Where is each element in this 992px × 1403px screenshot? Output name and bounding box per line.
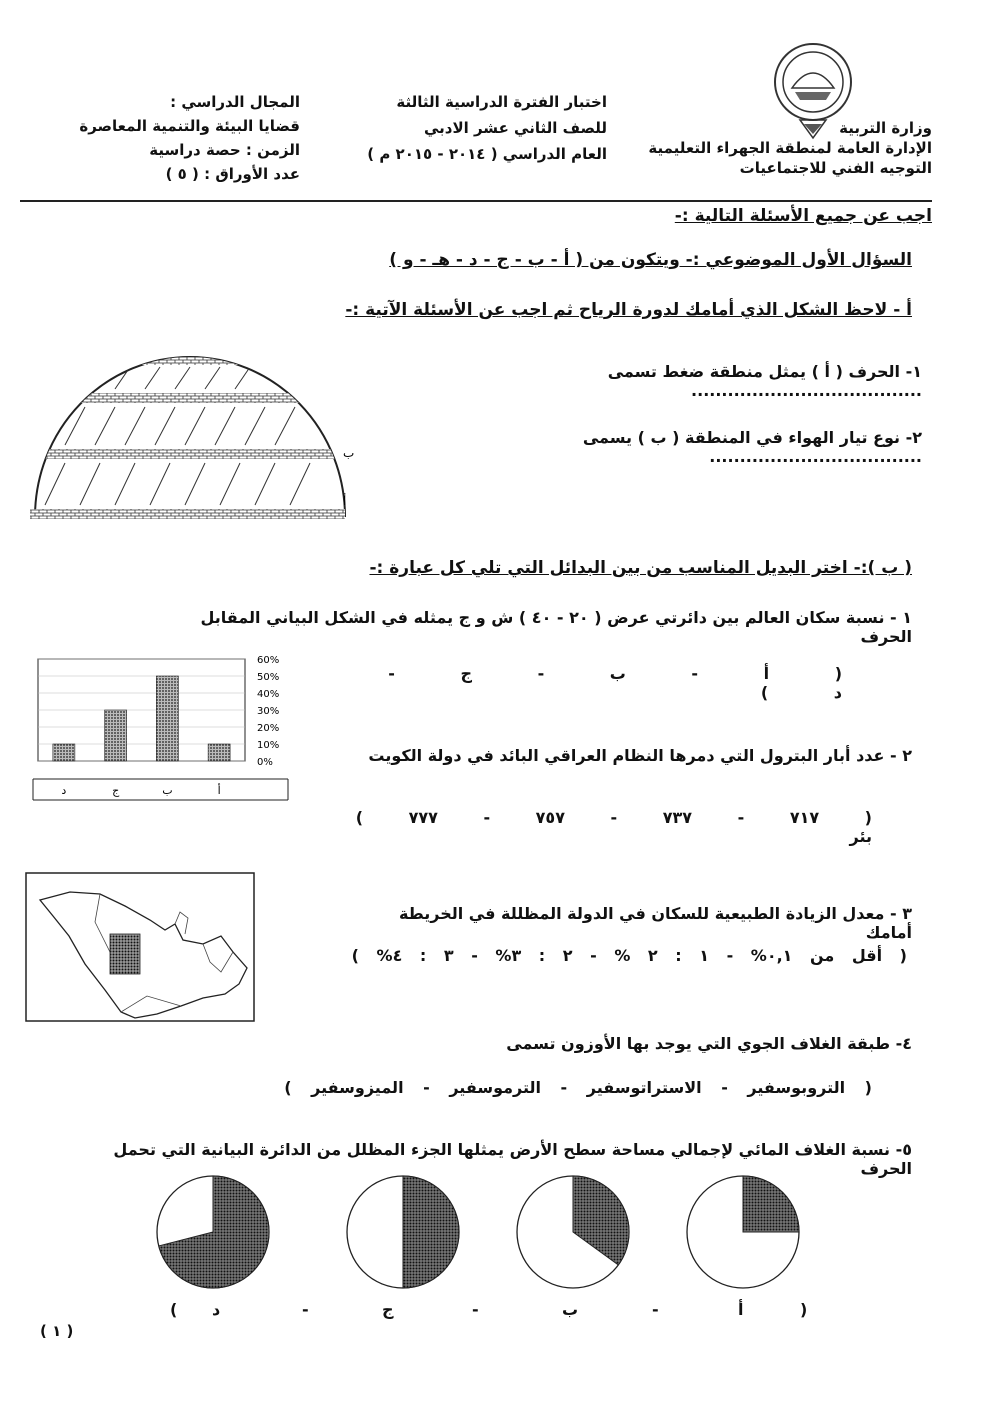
- page-count: عدد الأوراق : ( ٥ ): [165, 165, 300, 183]
- grade: للصف الثاني عشر الادبي: [423, 119, 607, 137]
- partB-q4-options: ( التروبوسفير - الاستراتوسفير - الترموسفير - الميزوسفير ): [284, 1078, 872, 1097]
- category-label: ب: [162, 784, 173, 797]
- pie-charts: [130, 1168, 830, 1298]
- bar-1: [105, 710, 127, 761]
- y-tick-label: 20%: [257, 723, 280, 734]
- region-name: الإدارة العامة لمنطقة الجهراء التعليمية: [648, 139, 932, 157]
- sep: -: [302, 1300, 309, 1319]
- label-a: أ: [343, 494, 347, 508]
- subject-name: قضايا البيئة والتنمية المعاصرة: [79, 117, 300, 135]
- exam-title: اختبار الفترة الدراسية الثالثة: [396, 93, 607, 111]
- partA-item-1: ١- الحرف ( أ ) يمثل منطقة ضغط تسمى ......................................: [607, 362, 922, 400]
- paren-open: (: [170, 1300, 178, 1319]
- pie-ج-slice: [403, 1176, 459, 1288]
- bar-0: [53, 744, 75, 761]
- pie-option-d: د: [212, 1300, 221, 1319]
- partB-q3-text: ٣ - معدل الزيادة الطبيعية للسكان في الدولة المظللة في الخريطة أمامك: [398, 904, 912, 942]
- partB-q3-options: ( أقل من ٠,١% - ١ : ٢ % - ٢ : ٣% - ٣ : ٤% ): [351, 946, 907, 965]
- page-number: ( ١ ): [40, 1322, 74, 1340]
- partA-heading: أ - لاحظ الشكل الذي أمامك لدورة الرياح ثم اجب عن الأسئلة الآتية :-: [345, 300, 912, 320]
- header-right: [602, 118, 932, 178]
- category-label: أ: [217, 784, 221, 797]
- partB-q2-text: ٢ - عدد أبار البترول التي دمرها النظام العراقي البائد في دولة الكويت: [368, 746, 912, 765]
- y-tick-label: 10%: [257, 740, 280, 751]
- instructions: اجب عن جميع الأسئلة التالية :-: [674, 206, 932, 226]
- label-b: ب: [343, 446, 355, 460]
- header-divider: [20, 200, 932, 202]
- pie-option-a: أ: [738, 1300, 744, 1319]
- sep: -: [652, 1300, 659, 1319]
- y-tick-label: 0%: [257, 757, 273, 768]
- q1-title: السؤال الأول الموضوعي :- ويتكون من ( أ - ب - ج - د - هـ - و ): [389, 250, 912, 270]
- partB-q2-options: ( ٧١٧ - ٧٣٧ - ٧٥٧ - ٧٧٧ ) بئر: [355, 808, 872, 846]
- category-label: ج: [112, 784, 120, 797]
- paren-close: ): [800, 1300, 808, 1319]
- partB-q5-text: ٥- نسبة الغلاف المائي لإجمالي مساحة سطح الأرض يمثلها الجزء المظلل من الدائرة البيانية التي تحمل الحرف: [113, 1140, 912, 1178]
- sep: -: [472, 1300, 479, 1319]
- pie-أ-slice: [743, 1176, 799, 1232]
- header-center: [337, 92, 607, 164]
- department-name: التوجيه الفني للاجتماعيات: [739, 159, 932, 177]
- y-tick-label: 50%: [257, 672, 280, 683]
- subject-field: المجال الدراسي :: [170, 93, 300, 111]
- wind-cycle-diagram: [25, 345, 355, 525]
- arabian-peninsula-map: [25, 872, 255, 1022]
- pie-option-b: ب: [562, 1300, 579, 1319]
- ministry-name: وزارة التربية: [839, 119, 932, 137]
- pie-option-c: ج: [382, 1300, 394, 1319]
- header-left: [40, 92, 300, 184]
- y-tick-label: 30%: [257, 706, 280, 717]
- partB-q1-text: ١ - نسبة سكان العالم بين دائرتي عرض ( ٢٠ - ٤٠ ) ش و ج يمثله في الشكل البياني المقابل الحرف: [200, 608, 912, 646]
- y-tick-label: 40%: [257, 689, 280, 700]
- category-label: د: [61, 784, 67, 797]
- partB-q1-options: ( أ - ب - ج - د ): [388, 664, 842, 702]
- partB-q4-text: ٤- طبقة الغلاف الجوي التي يوجد بها الأوزون تسمى: [506, 1034, 912, 1053]
- y-tick-label: 60%: [257, 655, 280, 666]
- school-year: العام الدراسي ( ٢٠١٤ - ٢٠١٥ م ): [367, 145, 607, 163]
- partB-heading: ( ب ):- اختر البديل المناسب من بين البدائل التي تلي كل عبارة :-: [369, 558, 912, 578]
- population-bar-chart: [30, 645, 290, 805]
- partA-item-2: ٢- نوع تيار الهواء في المنطقة ( ب ) يسمى ...................................: [582, 428, 922, 466]
- bar-3: [208, 744, 230, 761]
- pie-options-row: [160, 1300, 820, 1324]
- exam-time: الزمن : حصة دراسية: [149, 141, 300, 159]
- bar-2: [156, 676, 178, 761]
